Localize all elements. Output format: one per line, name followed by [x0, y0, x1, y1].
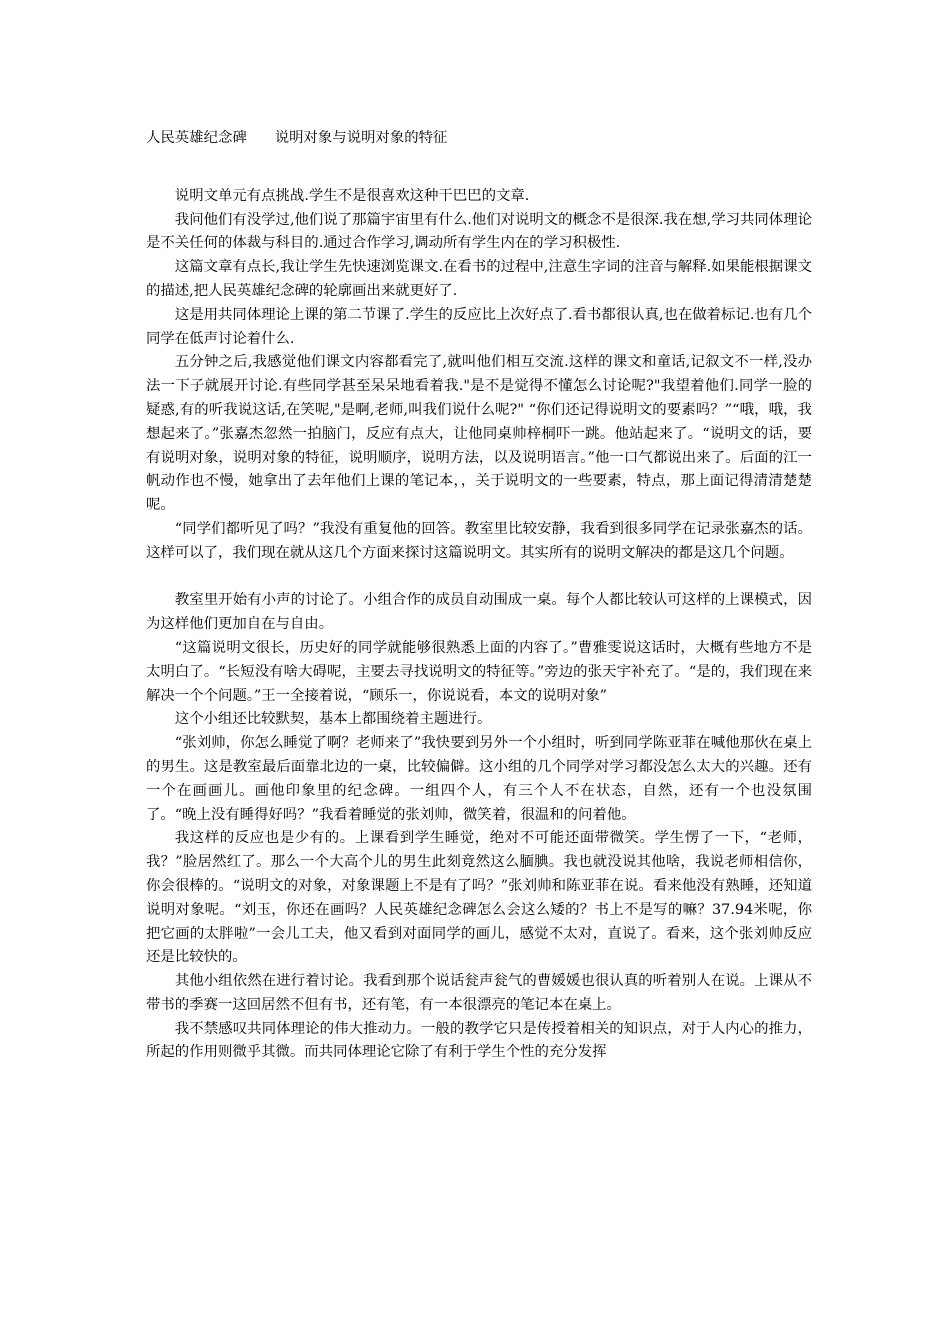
paragraph: 其他小组依然在进行着讨论。我看到那个说话瓮声瓮气的曹媛媛也很认真的听着别人在说。上课从不带书的季赛一这回居然不但有书，还有笔，有一本很漂亮的笔记本在桌上。: [146, 973, 812, 1013]
document-title: [146, 127, 812, 151]
paragraph: 这是用共同体理论上课的第二节课了.学生的反应比上次好点了.看书都很认真,也在做着标记.也有几个同学在低声讨论着什么.: [146, 306, 812, 347]
paragraph: “这篇说明文很长，历史好的同学就能够很熟悉上面的内容了。”曹雅雯说这话时，大概有些地方不是太明白了。“长短没有啥大碍呢，主要去寻找说明文的特征等。”旁边的张天宇补充了。“是的，我们现在来解决一个个问题。”王一全接着说，“顾乐一，你说说看，本文的说明对象”: [146, 639, 812, 704]
paragraph: 说明文单元有点挑战.学生不是很喜欢这种干巴巴的文章.: [174, 187, 530, 204]
blank-line: [146, 566, 812, 590]
title-main: 人民英雄纪念碑: [146, 130, 247, 146]
paragraph: 教室里开始有小声的讨论了。小组合作的成员自动围成一桌。每个人都比较认可这样的上课模式，因为这样他们更加自在与自由。: [146, 592, 812, 633]
paragraph: 这篇文章有点长,我让学生先快速浏览课文.在看书的过程中,注意生字词的注音与解释.如果能根据课文的描述,把人民英雄纪念碑的轮廓画出来就更好了.: [146, 259, 812, 299]
paragraph: 我这样的反应也是少有的。上课看到学生睡觉，绝对不可能还面带微笑。学生愣了一下，“老师，我？”脸居然红了。那么一个大高个儿的男生此刻竟然这么腼腆。我也就没说其他啥，我说老师相信你，你会很棒的。“说明文的对象，对象课题上不是有了吗？”张刘帅和陈亚菲在说。看来他没有熟睡，还知道说明对象呢。“刘玉，你还在画吗？人民英雄纪念碑怎么会这么矮的？书上不是写的嘛？37.94米呢，你把它画的太胖啦”一会儿工夫，他又看到对面同学的画儿，感觉不太对，直说了。看来，这个张刘帅反应还是比较快的。: [146, 830, 812, 966]
paragraph: 这个小组还比较默契，基本上都围绕着主题进行。: [174, 711, 492, 728]
paragraph: 我不禁感叹共同体理论的伟大推动力。一般的教学它只是传授着相关的知识点，对于人内心的推力，所起的作用则微乎其微。而共同体理论它除了有利于学生个性的充分发挥: [146, 1020, 812, 1061]
paragraph: 五分钟之后,我感觉他们课文内容都看完了,就叫他们相互交流.这样的课文和童话,记叙文不一样,没办法一下子就展开讨论.有些同学甚至呆呆地看着我."是不是觉得不懂怎么讨论呢?"我望着他们.同学一脸的疑惑,有的听我说这话,在笑呢,"是啊,老师,叫我们说什么呢?" “你们还记得说明文的要素吗？”“哦，哦，我想起来了。”张嘉杰忽然一拍脑门，反应有点大，让他同桌帅梓桐吓一跳。他站起来了。“说明文的话，要有说明对象，说明对象的特征，说明顺序，说明方法，以及说明语言。”他一口气都说出来了。后面的江一帆动作也不慢，她拿出了去年他们上课的笔记本，，关于说明文的一些要素，特点，那上面记得清清楚楚呢。: [146, 354, 812, 514]
paragraph: “同学们都听见了吗？”我没有重复他的回答。教室里比较安静，我看到很多同学在记录张嘉杰的话。这样可以了，我们现在就从这几个方面来探讨这篇说明文。其实所有的说明文解决的都是这几个问题。: [146, 520, 812, 561]
paragraph: 我问他们有没学过,他们说了那篇宇宙里有什么.他们对说明文的概念不是很深.我在想,学习共同体理论是不关任何的体裁与科目的.通过合作学习,调动所有学生内在的学习积极性.: [146, 211, 812, 252]
paragraph: “张刘帅，你怎么睡觉了啊？老师来了”我快要到另外一个小组时，听到同学陈亚菲在喊他那伙在桌上的男生。这是教室最后面靠北边的一桌，比较偏僻。这小组的几个同学对学习都没怎么太大的兴趣。还有一个在画画儿。画他印象里的纪念碑。一组四个人，有三个人不在状态，自然，还有一个也没氛围了。“晚上没有睡得好吗？”我看着睡觉的张刘帅，微笑着，很温和的问着他。: [146, 735, 812, 823]
document-page: [146, 120, 812, 1065]
title-sub: 说明对象与说明对象的特征: [274, 130, 448, 146]
